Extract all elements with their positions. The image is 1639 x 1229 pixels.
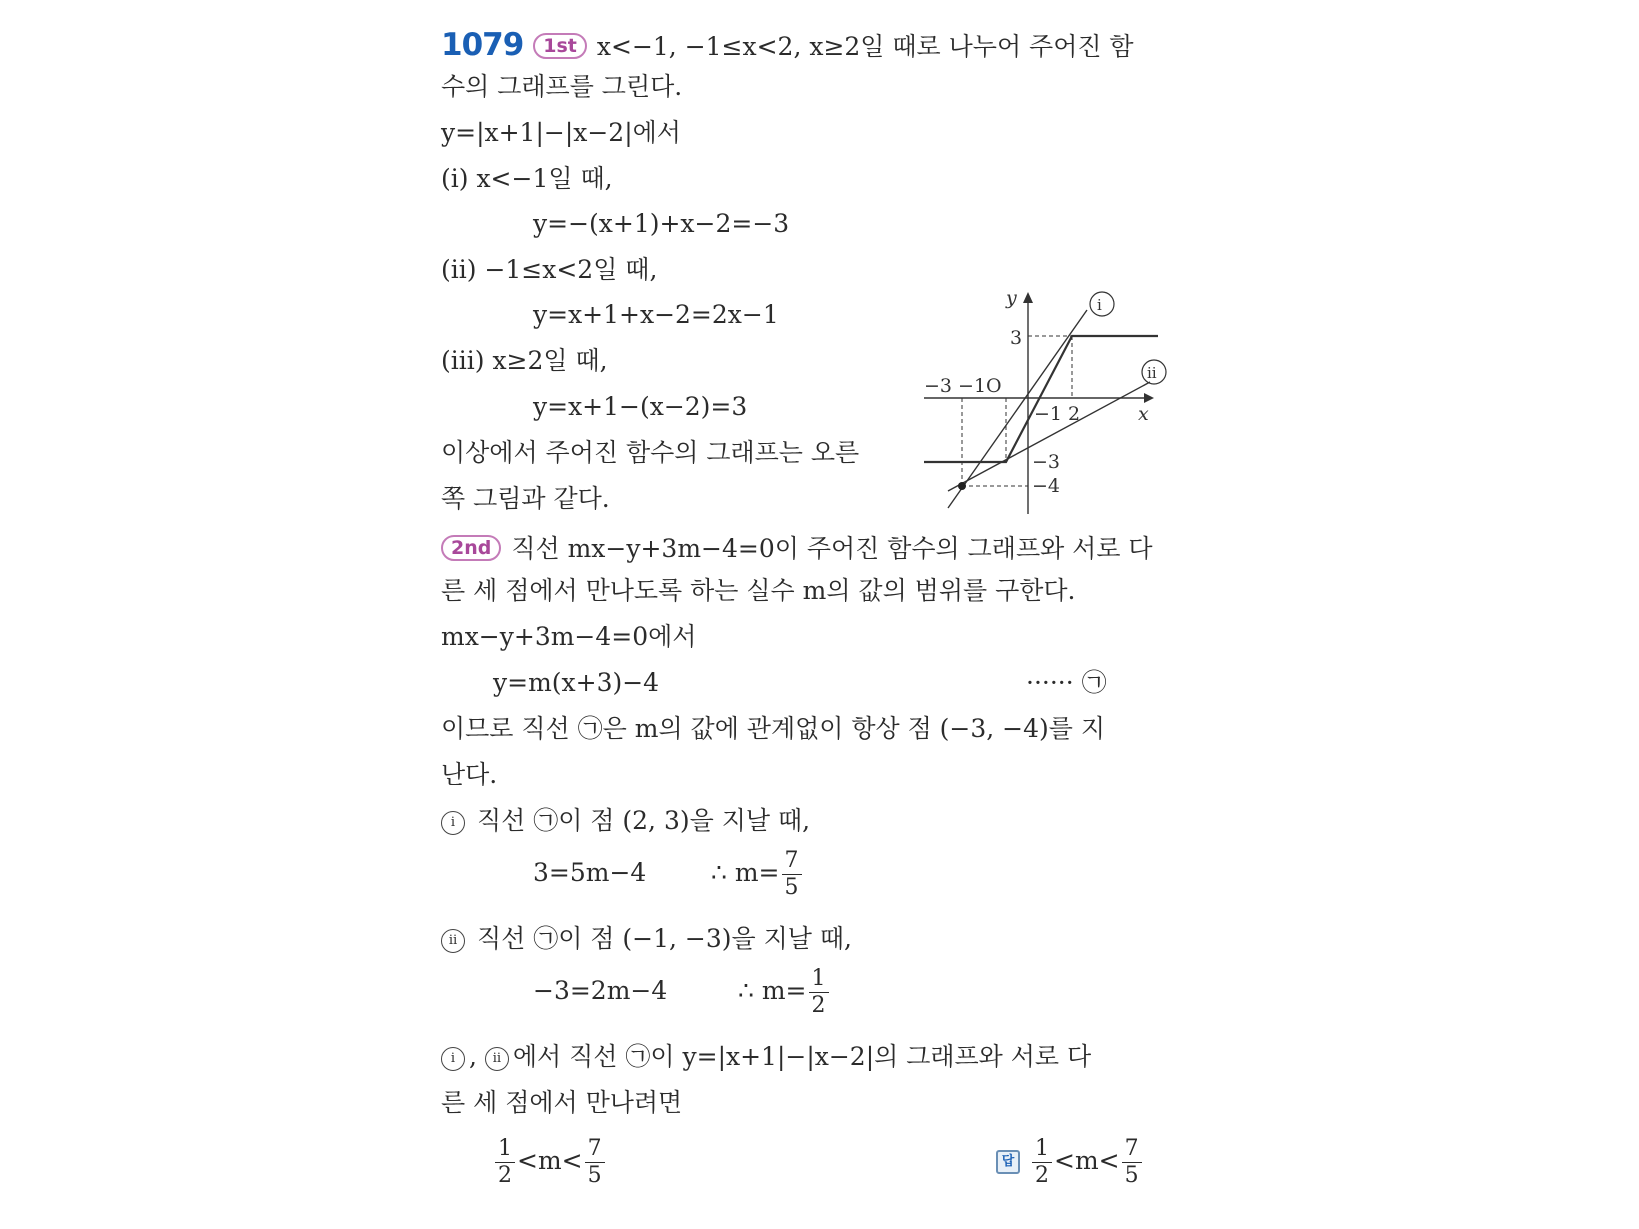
y-axis-arrow: [1023, 292, 1033, 303]
tick-x-neg3-neg1-origin: −3 −1O: [924, 375, 1002, 397]
circled-ii: ⅱ: [485, 1047, 509, 1071]
answer-icon: 답: [996, 1150, 1020, 1174]
fraction-7-5: $\frac{7}{5}$: [1122, 1138, 1142, 1187]
step2-text-line2: 른 세 점에서 만나도록 하는 실수 m의 값의 범위를 구한다.: [441, 576, 1076, 605]
fraction-7-5: $\frac{7}{5}$: [585, 1138, 605, 1187]
summary-line1: 이상에서 주어진 함수의 그래프는 오른: [441, 438, 860, 467]
step2-header: [441, 532, 1153, 566]
case3-equation: y=x+1−(x−2)=3: [533, 392, 748, 421]
equation-tag: [1026, 666, 1107, 700]
line-slope-form: y=m(x+3)−4: [493, 668, 660, 697]
label-i: ⅰ: [1097, 296, 1102, 314]
circled-i: ⅰ: [441, 1047, 465, 1071]
tick-y-neg3: −3: [1032, 451, 1061, 473]
given-function: y=|x+1|−|x−2|에서: [441, 118, 681, 147]
step1-text: x<−1, −1≤x<2, x≥2일 때로 나누어 주어진 함: [596, 32, 1134, 61]
tag-dots: ······: [1026, 668, 1074, 697]
conclusion-line1: ⅰ , ⅱ 에서 직선 ㉠이 y=|x+1|−|x−2|의 그래프와 서로 다: [441, 1040, 1091, 1074]
case2-equation: y=x+1+x−2=2x−1: [533, 300, 779, 329]
conclusion-line2: 른 세 점에서 만나려면: [441, 1088, 683, 1117]
fixed-point: [958, 482, 966, 490]
fraction-1-2: $\frac{1}{2}$: [1032, 1138, 1052, 1187]
condition1: [441, 804, 810, 838]
fraction-7-5: $\frac{7}{5}$: [782, 850, 802, 899]
tick-y-neg4: −4: [1032, 475, 1061, 497]
case3-heading: (ⅲ) x≥2일 때,: [441, 346, 608, 375]
problem-number: 1079: [441, 27, 524, 63]
case1-equation: y=−(x+1)+x−2=−3: [533, 209, 790, 238]
condition2-equation: −3=2m−4: [533, 976, 668, 1005]
conclusion-text: 에서 직선 ㉠이 y=|x+1|−|x−2|의 그래프와 서로 다: [512, 1042, 1092, 1071]
summary-line2: 쪽 그림과 같다.: [441, 484, 610, 513]
range-result: [493, 1128, 607, 1194]
fraction-1-2: $\frac{1}{2}$: [809, 968, 829, 1017]
fraction-1-2: $\frac{1}{2}$: [495, 1138, 515, 1187]
case2-heading: (ⅱ) −1≤x<2일 때,: [441, 255, 658, 284]
final-answer: [996, 1128, 1144, 1194]
circled-i: ⅰ: [441, 811, 465, 835]
x-axis-arrow: [1144, 393, 1154, 403]
function-graph: [922, 286, 1172, 516]
fixed-point-line1: 이므로 직선 ㉠은 m의 값에 관계없이 항상 점 (−3, −4)를 지: [441, 714, 1106, 743]
condition2-result: [738, 958, 831, 1024]
x-axis-label: x: [1138, 403, 1149, 425]
fixed-point-line2: 난다.: [441, 760, 498, 789]
function-curve: [924, 336, 1158, 462]
range-inequality: <m<: [517, 1146, 583, 1175]
circled-ii: ⅱ: [441, 929, 465, 953]
tick-x-neg1-2: −1 2: [1034, 403, 1081, 425]
problem-header: [441, 28, 1134, 64]
step1-badge: 1st: [533, 33, 587, 59]
condition2-text: 직선 ㉠이 점 (−1, −3)을 지날 때,: [476, 924, 852, 953]
condition1-text: 직선 ㉠이 점 (2, 3)을 지날 때,: [476, 806, 811, 835]
step2-text: 직선 mx−y+3m−4=0이 주어진 함수의 그래프와 서로 다: [511, 534, 1153, 563]
y-axis-label: y: [1006, 287, 1017, 309]
answer-inequality: <m<: [1054, 1146, 1120, 1175]
condition2-therefore: ∴ m=: [738, 976, 807, 1005]
step1-text-line2: 수의 그래프를 그린다.: [441, 72, 683, 101]
tick-y-3: 3: [1010, 327, 1023, 349]
tag-symbol: ㉠: [1081, 668, 1107, 697]
condition1-therefore: ∴ m=: [711, 858, 780, 887]
condition1-equation: 3=5m−4: [533, 858, 647, 887]
line-equation: mx−y+3m−4=0에서: [441, 622, 697, 651]
step2-badge: 2nd: [441, 535, 501, 561]
condition2: [441, 922, 852, 956]
condition1-result: [711, 840, 804, 906]
case1-heading: (ⅰ) x<−1일 때,: [441, 164, 613, 193]
label-ii: ⅱ: [1147, 364, 1157, 382]
